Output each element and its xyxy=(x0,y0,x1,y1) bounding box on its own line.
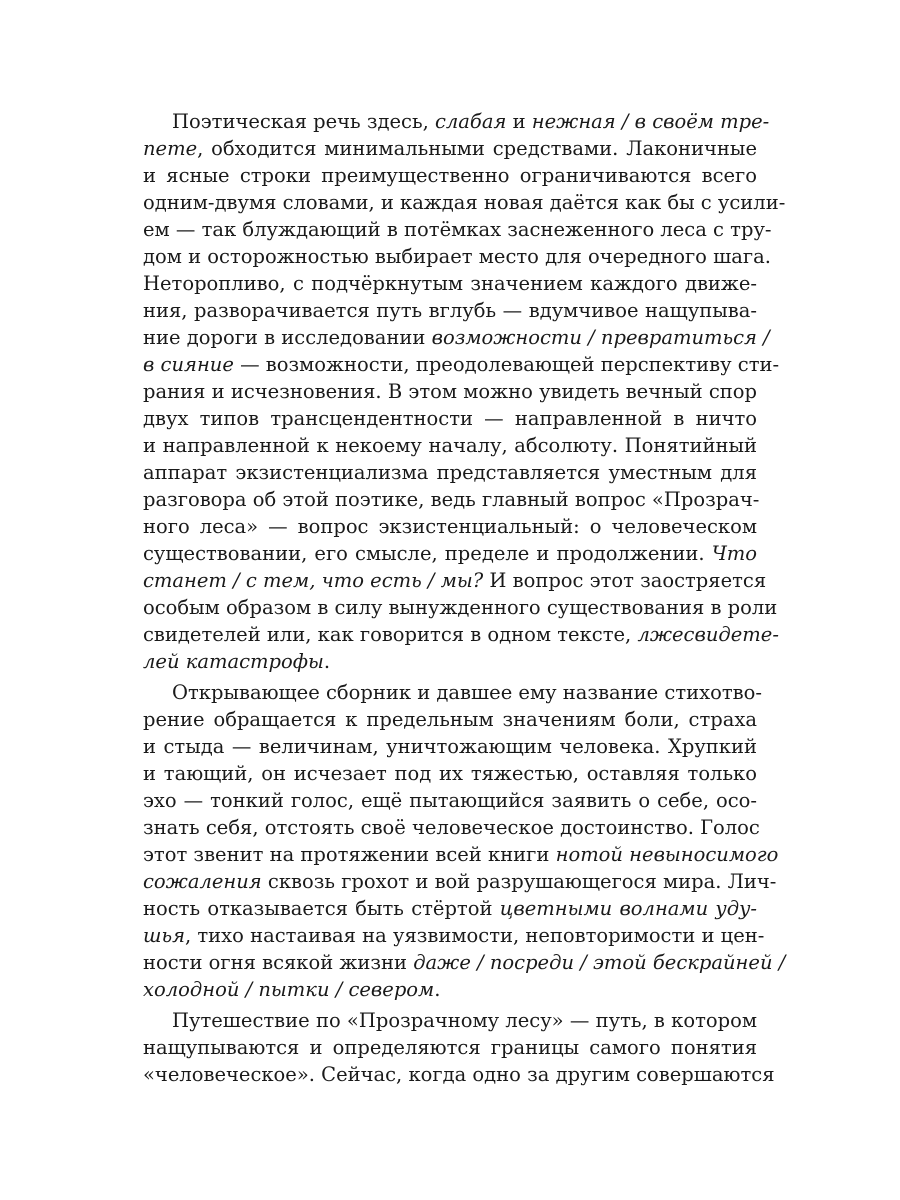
text-run: знать себя, отстоять своё человеческое достоинство. Голос xyxy=(143,816,760,839)
text-run: Поэтическая речь здесь, xyxy=(172,110,435,133)
italic-quote: слабая xyxy=(434,110,507,133)
text-run: рение обращается к предельным значениям боли, страха xyxy=(143,708,757,731)
text-run: свидетелей или, как говорится в одном тексте, xyxy=(143,623,638,646)
text-line xyxy=(143,787,757,814)
text-line xyxy=(143,1007,757,1034)
text-run: . xyxy=(434,978,441,1001)
text-line xyxy=(143,648,757,675)
paragraph xyxy=(143,108,786,675)
italic-quote: в сияние xyxy=(143,353,234,376)
text-line xyxy=(143,976,757,1003)
paragraph xyxy=(143,1007,775,1088)
text-line xyxy=(143,405,757,432)
text-line xyxy=(143,243,771,270)
text-run: дом и осторожностью выбирает место для очередного шага. xyxy=(143,245,771,268)
italic-quote: пете xyxy=(143,137,198,160)
text-line xyxy=(143,297,757,324)
text-line xyxy=(143,351,780,378)
text-line xyxy=(143,270,757,297)
text-run: Открывающее сборник и давшее ему название стихотво- xyxy=(172,681,762,704)
text-run: сквозь грохот и вой разрушающегося мира. Лич- xyxy=(261,870,777,893)
text-run: , тихо настаивая на уязвимости, неповторимости и цен- xyxy=(185,924,765,947)
text-run: , обходится минимальными средствами. Лаконичные xyxy=(197,137,757,160)
text-run: и ясные строки преимущественно ограничиваются всего xyxy=(143,164,757,187)
italic-quote: холодной / пытки / севером xyxy=(143,978,435,1001)
text-line xyxy=(143,1034,757,1061)
text-run: ности огня всякой жизни xyxy=(143,951,414,974)
paragraph xyxy=(143,679,786,1003)
text-line xyxy=(143,459,757,486)
text-line xyxy=(143,378,757,405)
text-run: . xyxy=(323,650,331,673)
text-run: И вопрос этот заостряется xyxy=(483,569,767,592)
text-run: ного леса» — вопрос экзистенциальный: о человеческом xyxy=(143,515,757,538)
text-run: ность отказывается быть стёртой xyxy=(143,897,500,920)
text-line xyxy=(143,540,757,567)
text-line xyxy=(143,841,779,868)
text-run: особым образом в силу вынужденного существования в роли xyxy=(143,596,778,619)
text-run: двух типов трансцендентности — направленной в ничто xyxy=(143,407,757,430)
text-line xyxy=(143,922,765,949)
italic-quote: лжесвидете- xyxy=(637,623,779,646)
text-line xyxy=(143,594,778,621)
text-run: этот звенит на протяжении всей книги xyxy=(143,843,556,866)
text-line xyxy=(143,1061,775,1088)
text-line xyxy=(143,868,777,895)
text-line xyxy=(143,760,757,787)
text-line xyxy=(143,706,757,733)
italic-quote: станет / с тем, что есть / мы? xyxy=(143,569,484,592)
text-run: и стыда — величинам, уничтожающим человека. Хрупкий xyxy=(143,735,757,758)
text-line xyxy=(143,135,757,162)
text-line xyxy=(143,108,770,135)
text-run: — возможности, преодолевающей перспективу сти- xyxy=(233,353,780,376)
text-run: Неторопливо, с подчёркнутым значением каждого движе- xyxy=(143,272,757,295)
text-line xyxy=(143,162,757,189)
text-run: Путешествие по «Прозрачному лесу» — путь, в котором xyxy=(172,1009,757,1032)
text-line xyxy=(143,486,760,513)
text-run: нащупываются и определяются границы самого понятия xyxy=(143,1036,757,1059)
italic-quote: цветными волнами уду- xyxy=(499,897,757,920)
text-run: рания и исчезновения. В этом можно увидеть вечный спор xyxy=(143,380,757,403)
text-run: «человеческое». Сейчас, когда одно за другим совершаются xyxy=(143,1063,775,1086)
italic-quote: возможности / превратиться / xyxy=(431,326,770,349)
text-line xyxy=(143,432,757,459)
text-run: ния, разворачивается путь вглубь — вдумчивое нащупыва- xyxy=(143,299,757,322)
text-line xyxy=(143,324,770,351)
italic-quote: нежная / в своём тре- xyxy=(531,110,770,133)
italic-quote: нотой невыносимого xyxy=(555,843,779,866)
text-line xyxy=(143,949,786,976)
text-run: и xyxy=(506,110,532,133)
text-line xyxy=(143,814,760,841)
text-run: ние дороги в исследовании xyxy=(143,326,432,349)
text-line xyxy=(143,567,767,594)
page-text-block xyxy=(143,108,786,1088)
italic-quote: шья xyxy=(143,924,185,947)
text-line xyxy=(143,189,786,216)
text-run: и тающий, он исчезает под их тяжестью, оставляя только xyxy=(143,762,757,785)
text-line xyxy=(143,733,757,760)
italic-quote: сожаления xyxy=(143,870,262,893)
text-run: существовании, его смысле, пределе и продолжении. xyxy=(143,542,712,565)
text-line xyxy=(143,621,779,648)
text-run: и направленной к некоему началу, абсолюту. Понятийный xyxy=(143,434,757,457)
italic-quote: даже / посреди / этой бескрайней / xyxy=(413,951,786,974)
text-line xyxy=(143,679,762,706)
italic-quote: Что xyxy=(711,542,757,565)
text-line xyxy=(143,895,757,922)
italic-quote: лей катастрофы xyxy=(143,650,324,673)
text-run: разговора об этой поэтике, ведь главный вопрос «Прозрач- xyxy=(143,488,760,511)
text-line xyxy=(143,216,772,243)
text-run: эхо — тонкий голос, ещё пытающийся заявить о себе, осо- xyxy=(143,789,757,812)
text-run: одним-двумя словами, и каждая новая даётся как бы с усили- xyxy=(143,191,786,214)
text-line xyxy=(143,513,757,540)
text-run: аппарат экзистенциализма представляется уместным для xyxy=(143,461,757,484)
text-run: ем — так блуждающий в потёмках заснеженного леса с тру- xyxy=(143,218,772,241)
